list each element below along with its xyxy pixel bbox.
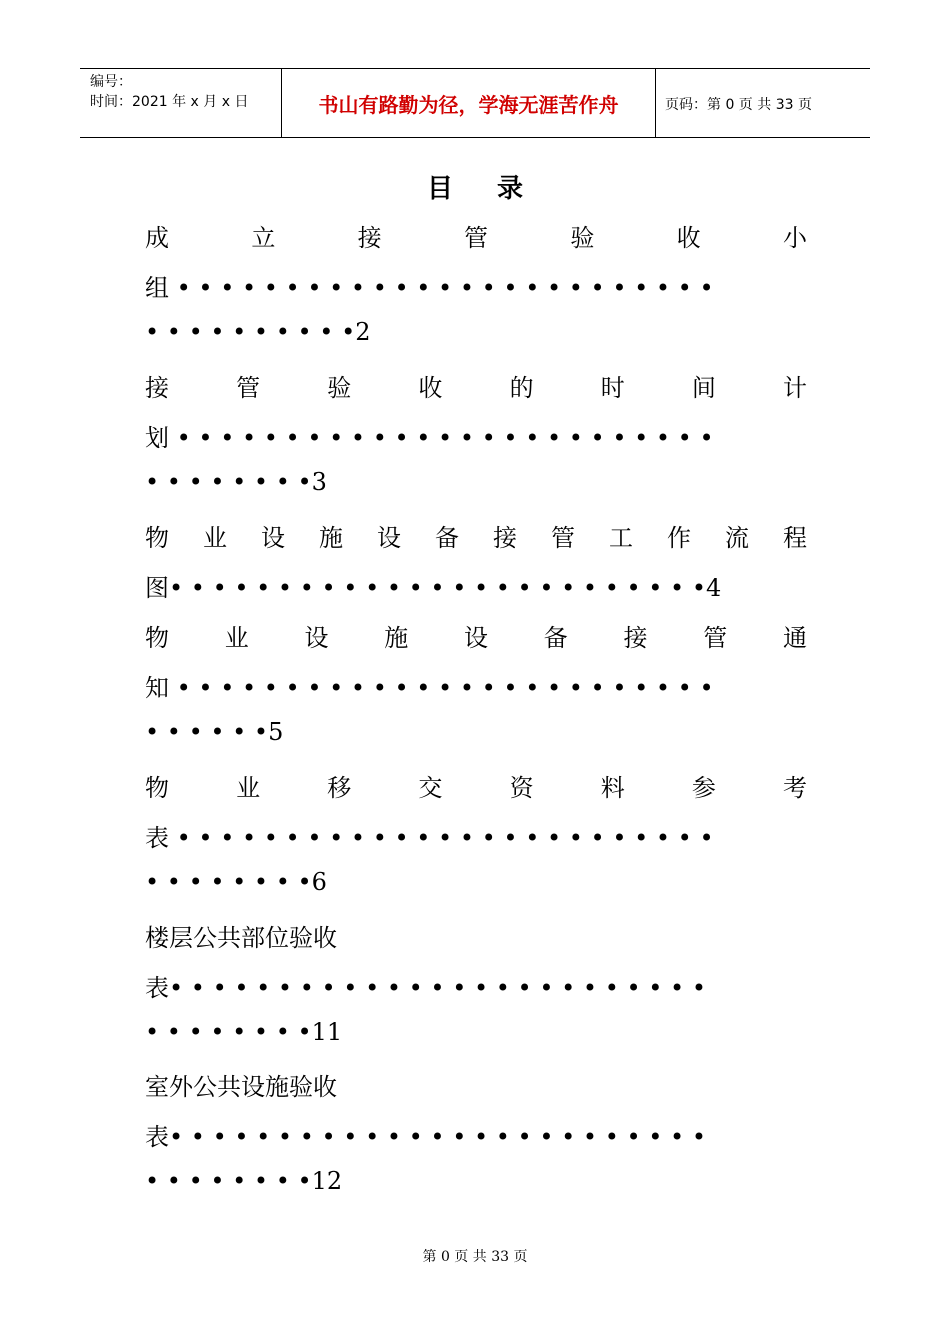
toc-char: 立: [251, 224, 276, 252]
toc-char: 移: [327, 774, 352, 802]
header-motto: 书山有路勤为径，学海无涯苦作舟: [318, 93, 619, 117]
toc-entry-6-title[interactable]: 楼层公共部位验收: [145, 924, 337, 952]
toc-char: 时: [600, 374, 625, 402]
toc-entry-2-leader: 划 • • • • • • • • • • • • • • • • • • • • • • • • •: [145, 424, 714, 452]
toc-char: 流: [725, 524, 749, 552]
toc-char: 物: [145, 774, 169, 802]
toc-entry-7-title[interactable]: 室外公共设施验收: [145, 1073, 337, 1101]
toc-char: 料: [600, 774, 625, 802]
toc-char: 管: [236, 374, 261, 402]
toc-char: 参: [691, 774, 716, 802]
toc-entry-4-leader: 知 • • • • • • • • • • • • • • • • • • • • • • • • •: [145, 674, 714, 702]
toc-entry-7-leader: 表• • • • • • • • • • • • • • • • • • • • • • • • •: [145, 1123, 706, 1151]
toc-entry-4-title[interactable]: [145, 618, 807, 658]
toc-entry-6-leader: 表• • • • • • • • • • • • • • • • • • • • • • • • •: [145, 974, 706, 1002]
toc-title: 目录: [426, 174, 567, 204]
toc-char: 间: [691, 374, 716, 402]
toc-entry-6-page: • • • • • • • •11: [145, 1018, 343, 1046]
toc-char: 备: [543, 624, 568, 652]
toc-entry-1-page: • • • • • • • • • •2: [145, 318, 371, 346]
toc-char: 程: [783, 524, 807, 552]
toc-entry-5-leader: 表 • • • • • • • • • • • • • • • • • • • • • • • • •: [145, 824, 714, 852]
toc-char: 交: [418, 774, 443, 802]
toc-entry-2-page: • • • • • • • •3: [145, 468, 327, 496]
toc-char: 作: [667, 524, 691, 552]
toc-entry-7-page: • • • • • • • •12: [145, 1167, 343, 1195]
toc-char: 通: [783, 624, 807, 652]
toc-entry-2-title[interactable]: [145, 368, 807, 408]
toc-char: 接: [357, 224, 382, 252]
toc-char: 考: [782, 774, 807, 802]
toc-char: 物: [145, 624, 169, 652]
toc-char: 收: [418, 374, 443, 402]
toc-char: 设: [304, 624, 329, 652]
page-footer: 第 0 页 共 33 页: [422, 1249, 528, 1265]
toc-char: 备: [435, 524, 459, 552]
toc-entry-4-page: • • • • • •5: [145, 718, 284, 746]
toc-char: 计: [782, 374, 807, 402]
toc-entry-5-title[interactable]: [145, 768, 807, 808]
toc-char: 工: [609, 524, 633, 552]
page-header: [80, 68, 870, 138]
toc-char: 设: [377, 524, 401, 552]
toc-char: 设: [261, 524, 285, 552]
toc-entry-1-title[interactable]: [145, 218, 807, 258]
toc-char: 成: [145, 224, 169, 252]
header-page-info: 页码：第 0 页 共 33 页: [665, 97, 812, 113]
document-date-label: 时间：2021 年 x 月 x 日: [90, 94, 249, 110]
toc-char: 业: [236, 774, 261, 802]
header-center-cell: [281, 69, 656, 137]
toc-char: 接: [145, 374, 169, 402]
document-number-label: 编号：: [90, 74, 132, 90]
toc-entry-3-leader: 图• • • • • • • • • • • • • • • • • • • • • • • • •4: [145, 574, 722, 602]
toc-entry-3-title[interactable]: [145, 518, 807, 558]
toc-char: 接: [623, 624, 648, 652]
toc-char: 物: [145, 524, 169, 552]
toc-char: 验: [327, 374, 352, 402]
toc-entry-5-page: • • • • • • • •6: [145, 868, 327, 896]
header-right-cell: [655, 69, 870, 137]
toc-char: 设: [464, 624, 488, 652]
toc-char: 管: [551, 524, 575, 552]
toc-char: 管: [463, 224, 488, 252]
toc-char: 资: [509, 774, 534, 802]
toc-char: 收: [676, 224, 701, 252]
toc-char: 管: [703, 624, 728, 652]
header-left-cell: [80, 69, 281, 137]
toc-char: 小: [782, 224, 807, 252]
toc-char: 业: [224, 624, 249, 652]
toc-char: 业: [203, 524, 227, 552]
toc-char: 施: [319, 524, 343, 552]
toc-char: 接: [493, 524, 517, 552]
toc-char: 验: [570, 224, 595, 252]
toc-char: 的: [509, 374, 534, 402]
toc-char: 施: [384, 624, 409, 652]
toc-entry-1-leader: 组 • • • • • • • • • • • • • • • • • • • • • • • • •: [145, 274, 714, 302]
